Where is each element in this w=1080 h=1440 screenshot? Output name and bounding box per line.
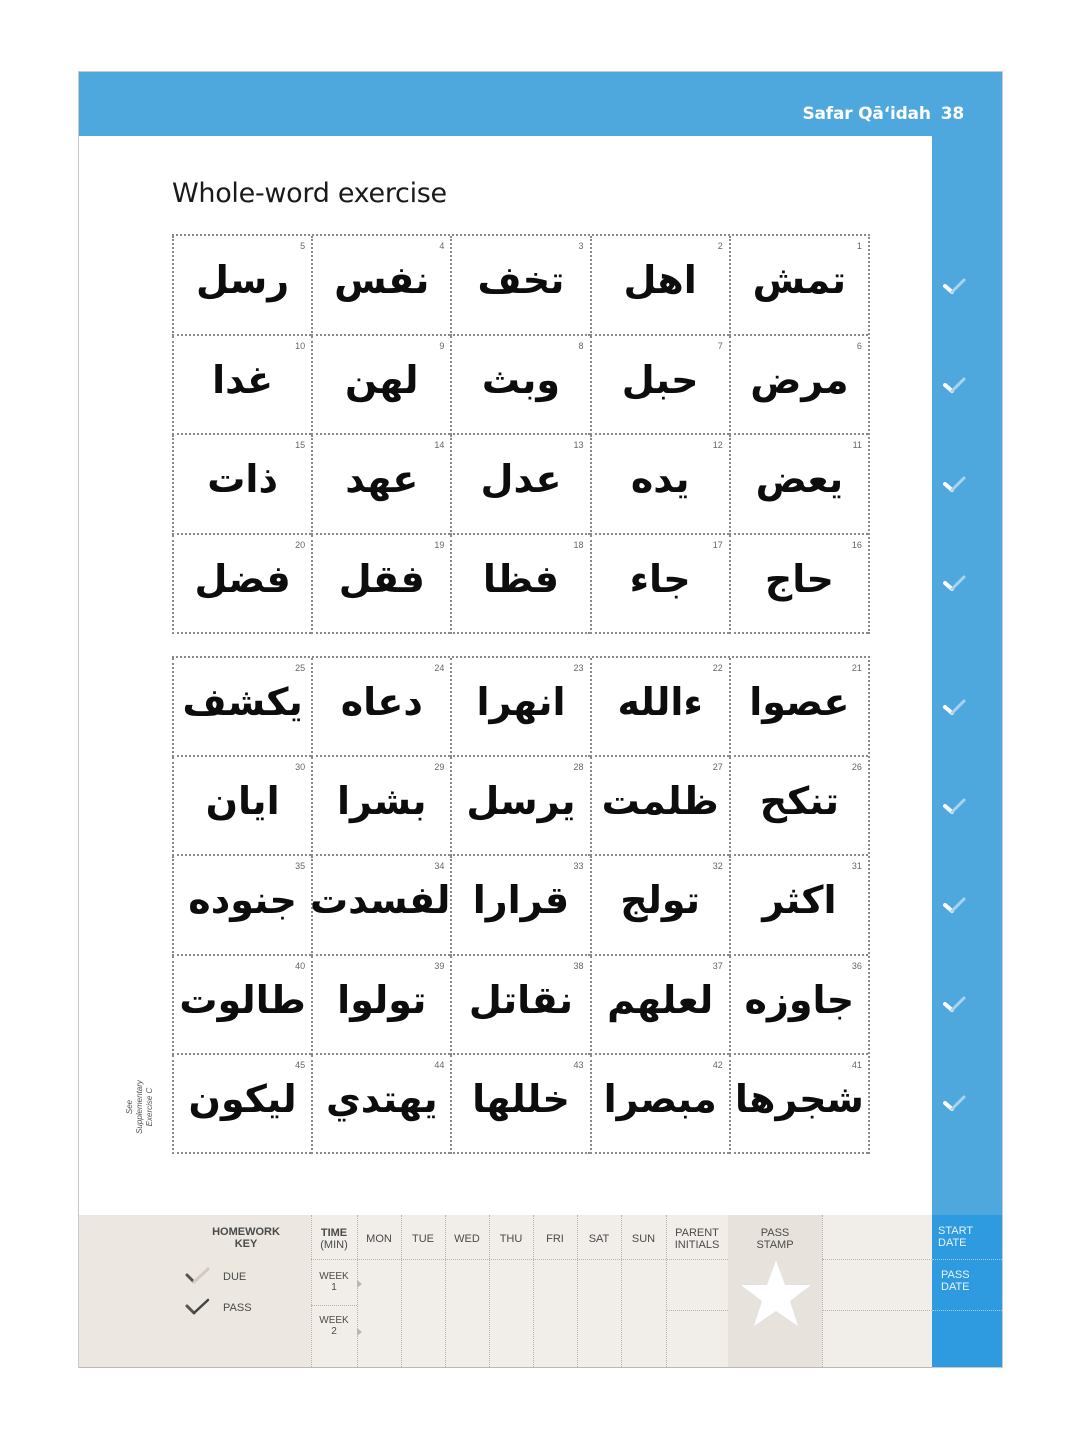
word-cell <box>172 535 311 635</box>
word-cell <box>729 956 868 1055</box>
arabic-word: فظا <box>482 556 560 601</box>
item-number: 2 <box>717 241 723 251</box>
word-cell <box>311 535 450 635</box>
word-cell <box>450 1055 589 1154</box>
arabic-word: تخف <box>477 258 565 302</box>
item-number: 27 <box>712 762 723 773</box>
item-number: 5 <box>300 241 306 251</box>
word-cell <box>172 658 311 757</box>
day-header-wed: WED <box>454 1233 480 1245</box>
item-number: 20 <box>295 539 306 550</box>
header-line: STAMP <box>756 1239 794 1251</box>
arabic-word: جنوده <box>188 878 297 923</box>
item-number: 1 <box>856 241 862 251</box>
item-number: 41 <box>851 1059 862 1070</box>
day-header-tue: TUE <box>412 1233 434 1245</box>
header-line: INITIALS <box>674 1239 720 1251</box>
word-cell <box>311 336 450 436</box>
word-cell <box>590 435 729 535</box>
word-cell <box>590 658 729 757</box>
item-number: 36 <box>851 960 862 971</box>
item-number: 28 <box>573 762 584 773</box>
item-number: 37 <box>712 960 723 971</box>
arabic-word: شجرها <box>734 1076 864 1121</box>
arabic-word: خللها <box>472 1076 570 1121</box>
arabic-word: دعاه <box>340 680 423 724</box>
check-icon[interactable] <box>942 474 968 494</box>
pass-date-label <box>941 1269 970 1293</box>
arabic-word: يكشف <box>182 680 303 724</box>
item-number: 17 <box>712 539 723 550</box>
pass-stamp-area[interactable] <box>728 1215 822 1367</box>
note-line: See <box>125 1099 134 1115</box>
arabic-word: يهتدي <box>325 1076 438 1121</box>
header-bar <box>79 72 1002 136</box>
homework-key-line: KEY <box>234 1238 258 1250</box>
arabic-word: جاء <box>629 556 691 601</box>
label-line: DATE <box>941 1281 970 1293</box>
arabic-word: يعض <box>755 457 844 501</box>
word-cell <box>729 856 868 955</box>
day-header-thu: THU <box>499 1233 523 1245</box>
word-cell <box>311 856 450 955</box>
word-cell <box>172 336 311 436</box>
header-line: PASS <box>760 1227 790 1239</box>
arabic-word: عهد <box>345 457 419 501</box>
note-line: Supplementary <box>135 1080 144 1134</box>
check-icon[interactable] <box>942 895 968 915</box>
due-label: DUE <box>223 1271 247 1283</box>
date-labels-panel <box>932 1215 1002 1367</box>
parent-initials-header <box>666 1227 728 1251</box>
arabic-word: لفسدت <box>309 878 451 923</box>
arabic-word: حاج <box>764 556 834 601</box>
word-cell <box>172 1055 311 1154</box>
header-line: PARENT <box>675 1227 719 1239</box>
workbook-page <box>79 72 1002 1367</box>
item-number: 8 <box>578 340 584 351</box>
week-1-label <box>311 1271 357 1293</box>
item-number: 22 <box>712 663 723 673</box>
arabic-word: يده <box>630 457 690 501</box>
item-number: 24 <box>434 663 445 673</box>
item-number: 19 <box>434 539 445 550</box>
item-number: 21 <box>851 663 862 673</box>
week-2-label <box>311 1315 357 1337</box>
header-line: (MIN) <box>320 1239 348 1251</box>
arabic-word: يرسل <box>466 779 576 824</box>
week-line: WEEK <box>319 1271 349 1282</box>
arabic-word: فقل <box>338 556 425 601</box>
pass-check-icon <box>185 1298 211 1316</box>
day-header-mon: MON <box>366 1233 392 1245</box>
word-cell <box>590 1055 729 1154</box>
label-line: DATE <box>938 1237 967 1249</box>
homework-key-line: HOMEWORK <box>212 1226 280 1238</box>
week-line: 1 <box>331 1282 337 1293</box>
arabic-word: تولج <box>620 878 701 923</box>
arabic-word: عدل <box>480 457 562 501</box>
item-number: 23 <box>573 663 584 673</box>
word-cell <box>590 535 729 635</box>
arabic-word: غدا <box>212 357 274 402</box>
homework-table <box>311 1215 932 1367</box>
item-number: 13 <box>573 440 584 450</box>
arabic-word: فضل <box>194 556 291 601</box>
arabic-word: نفس <box>334 258 430 302</box>
time-header <box>311 1227 357 1251</box>
word-cell <box>729 336 868 436</box>
word-cell <box>729 757 868 856</box>
word-cell <box>172 856 311 955</box>
arabic-word: تنكح <box>759 779 839 824</box>
check-icon[interactable] <box>942 573 968 593</box>
word-cell <box>450 236 589 336</box>
arabic-word: ظلمت <box>601 779 719 824</box>
date-entry-area[interactable] <box>823 1215 932 1367</box>
arabic-word: تولوا <box>337 977 427 1022</box>
item-number: 32 <box>712 861 723 872</box>
week-line: WEEK <box>319 1315 349 1326</box>
item-number: 10 <box>295 340 306 351</box>
header-line: TIME <box>320 1227 348 1239</box>
arabic-word: انهرا <box>476 680 566 724</box>
day-header-fri: FRI <box>546 1233 564 1245</box>
page-number: 38 <box>940 104 964 124</box>
item-number: 9 <box>439 340 445 351</box>
arabic-word: طالوت <box>179 977 306 1022</box>
arabic-word: بشرا <box>336 779 427 824</box>
item-number: 40 <box>295 960 306 971</box>
arabic-word: لهن <box>345 357 419 402</box>
page-title: Whole-word exercise <box>172 178 447 209</box>
word-cell <box>590 757 729 856</box>
arabic-word: تمش <box>752 258 847 302</box>
note-line: Exercise C <box>145 1087 154 1127</box>
right-sidebar <box>932 136 1002 1367</box>
item-number: 39 <box>434 960 445 971</box>
arabic-word: اكثر <box>762 878 837 923</box>
item-number: 44 <box>434 1059 445 1070</box>
item-number: 14 <box>434 440 445 450</box>
day-header-sun: SUN <box>631 1233 656 1245</box>
word-cell <box>172 757 311 856</box>
start-date-label <box>938 1225 973 1249</box>
daily-time-entry-area[interactable] <box>358 1260 728 1367</box>
check-icon[interactable] <box>942 1093 968 1113</box>
word-cell <box>729 535 868 635</box>
supplementary-note <box>125 1067 185 1147</box>
check-icon[interactable] <box>942 697 968 717</box>
word-cell <box>729 435 868 535</box>
item-number: 42 <box>712 1059 723 1070</box>
word-grid-1 <box>172 234 870 634</box>
item-number: 29 <box>434 762 445 773</box>
arabic-word: نقاتل <box>468 977 573 1022</box>
word-cell <box>311 658 450 757</box>
arabic-word: ايان <box>205 779 280 824</box>
word-cell <box>450 856 589 955</box>
arabic-word: لعلهم <box>607 977 714 1022</box>
check-icon[interactable] <box>942 796 968 816</box>
book-title: Safar Qā‘idah <box>802 104 931 124</box>
day-header-sat: SAT <box>588 1233 610 1245</box>
key-pass <box>185 1298 252 1319</box>
word-cell <box>450 658 589 757</box>
item-number: 26 <box>851 762 862 773</box>
word-cell <box>311 1055 450 1154</box>
word-cell <box>450 535 589 635</box>
check-icon[interactable] <box>942 276 968 296</box>
item-number: 25 <box>295 663 306 673</box>
star-icon <box>740 1259 812 1329</box>
homework-footer <box>79 1215 932 1368</box>
word-cell <box>311 435 450 535</box>
item-number: 38 <box>573 960 584 971</box>
item-number: 15 <box>295 440 306 450</box>
item-number: 7 <box>717 340 723 351</box>
arabic-word: جاوزه <box>744 977 855 1022</box>
word-cell <box>172 236 311 336</box>
arabic-word: ءالله <box>617 680 703 724</box>
pass-label: PASS <box>223 1302 252 1314</box>
arabic-word: قرارا <box>472 878 570 923</box>
word-cell <box>450 336 589 436</box>
arabic-word: رسل <box>196 258 290 302</box>
arabic-word: عصوا <box>749 680 850 724</box>
word-cell <box>590 956 729 1055</box>
homework-key-title <box>201 1226 291 1250</box>
item-number: 18 <box>573 539 584 550</box>
item-number: 31 <box>851 861 862 872</box>
item-number: 3 <box>578 241 584 251</box>
word-cell <box>590 236 729 336</box>
key-due <box>185 1267 247 1288</box>
pass-stamp-header <box>728 1227 822 1251</box>
word-cell <box>311 757 450 856</box>
check-icon[interactable] <box>942 994 968 1014</box>
item-number: 11 <box>852 440 862 450</box>
item-number: 12 <box>712 440 723 450</box>
item-number: 6 <box>856 340 862 351</box>
label-line: START <box>938 1225 974 1237</box>
week-line: 2 <box>331 1326 337 1337</box>
arabic-word: مبصرا <box>603 1076 717 1121</box>
arabic-word: حبل <box>621 357 699 402</box>
item-number: 4 <box>439 241 445 251</box>
item-number: 30 <box>295 762 306 773</box>
word-cell <box>450 757 589 856</box>
label-line: PASS <box>941 1269 970 1281</box>
word-cell <box>590 856 729 955</box>
arabic-word: ذات <box>207 457 278 501</box>
item-number: 35 <box>295 861 306 872</box>
word-cell <box>172 435 311 535</box>
word-cell <box>590 336 729 436</box>
arabic-word: ليكون <box>188 1076 297 1121</box>
item-number: 33 <box>573 861 584 872</box>
check-icon[interactable] <box>942 375 968 395</box>
arabic-word: مرض <box>750 357 849 402</box>
arabic-word: وبث <box>481 357 561 402</box>
word-cell <box>311 236 450 336</box>
header-title <box>802 104 964 124</box>
item-number: 34 <box>434 861 445 872</box>
word-cell <box>450 435 589 535</box>
word-cell <box>172 956 311 1055</box>
word-cell <box>450 956 589 1055</box>
word-cell <box>729 658 868 757</box>
word-cell <box>729 236 868 336</box>
word-cell <box>729 1055 868 1154</box>
word-grid-2 <box>172 656 870 1154</box>
item-number: 16 <box>851 539 862 550</box>
item-number: 43 <box>573 1059 584 1070</box>
arabic-word: اهل <box>623 258 697 302</box>
word-cell <box>311 956 450 1055</box>
item-number: 45 <box>295 1059 306 1070</box>
due-check-icon <box>185 1267 211 1285</box>
